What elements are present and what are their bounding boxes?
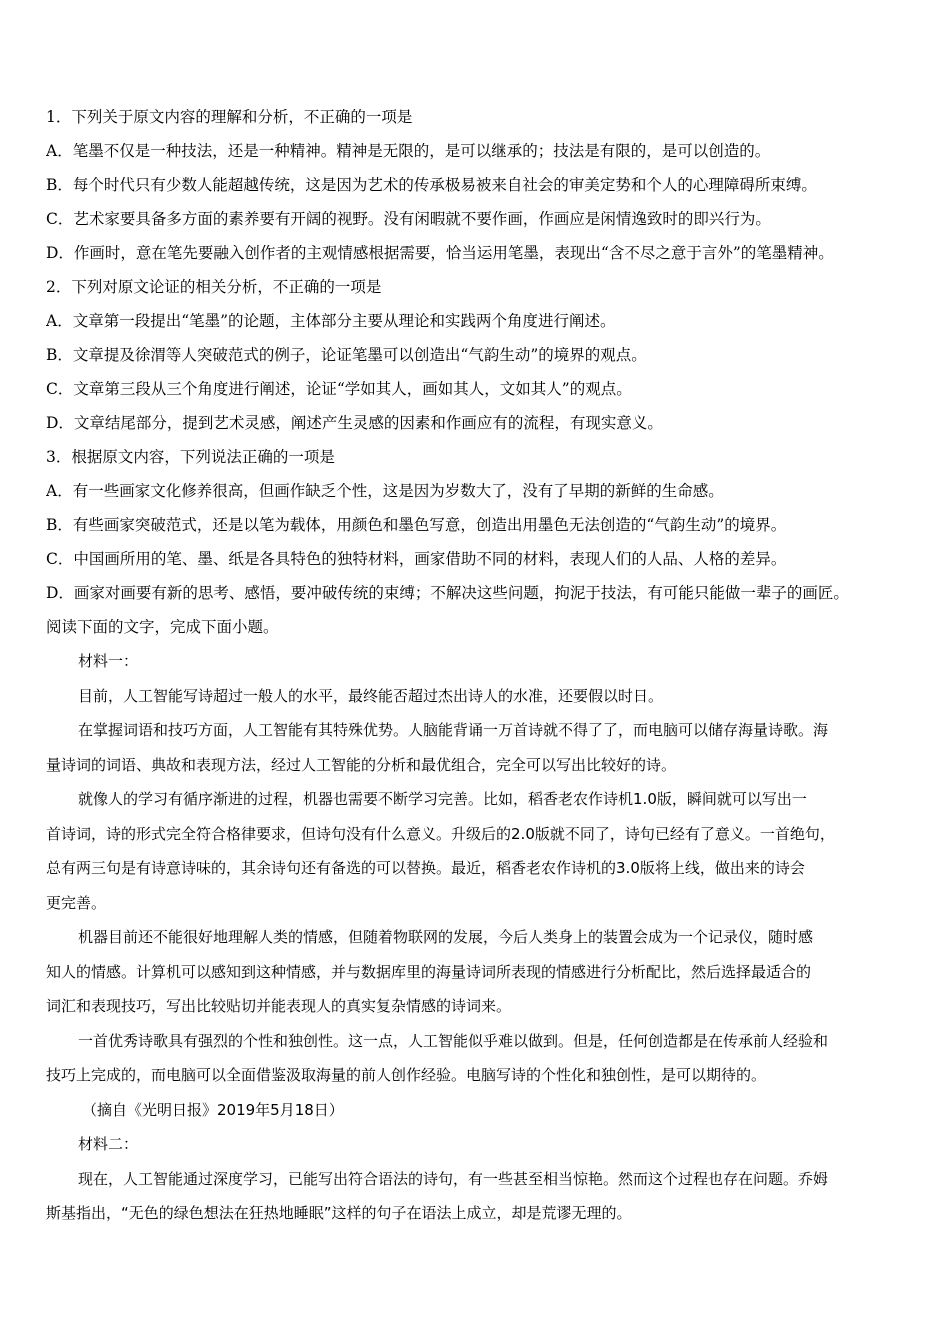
reading-material xyxy=(46,644,926,1231)
question-1-option-d: D．作画时，意在笔先要融入创作者的主观情感根据需要，恰当运用笔墨，表现出“含不尽之意于言外”的笔墨精神。 xyxy=(46,244,834,262)
question-3-option-b: B．有些画家突破范式，还是以笔为载体，用颜色和墨色写意，创造出用墨色无法创造的“气韵生动”的境界。 xyxy=(46,516,787,534)
question-3-option-a: A．有一些画家文化修养很高，但画作缺乏个性，这是因为岁数大了，没有了早期的新鲜的生命感。 xyxy=(46,482,724,500)
question-1-stem: 1．下列关于原文内容的理解和分析，不正确的一项是 xyxy=(46,108,413,126)
material-1-line: 在掌握词语和技巧方面，人工智能有其特殊优势。人脑能背诵一万首诗就不得了了，而电脑可以储存海量诗歌。海 xyxy=(78,721,829,739)
material-1-title: 材料一： xyxy=(78,652,139,670)
question-1-option-b: B．每个时代只有少数人能超越传统，这是因为艺术的传承极易被来自社会的审美定势和个人的心理障碍所束缚。 xyxy=(46,176,817,194)
question-2-option-a: A．文章第一段提出“笔墨”的论题，主体部分主要从理论和实践两个角度进行阐述。 xyxy=(46,312,616,330)
material-1-line: 首诗词，诗的形式完全符合格律要求，但诗句没有什么意义。升级后的2.0版就不同了，诗句已经有了意义。一首绝句， xyxy=(46,824,835,843)
reading-instruction: 阅读下面的文字，完成下面小题。 xyxy=(46,618,279,636)
question-3-option-c: C．中国画所用的笔、墨、纸是各具特色的独特材料，画家借助不同的材料，表现人们的人品、人格的差异。 xyxy=(46,550,787,568)
material-2-title: 材料二： xyxy=(78,1135,139,1153)
material-1-line: 更完善。 xyxy=(46,893,107,912)
material-1-line: 一首优秀诗歌具有强烈的个性和独创性。这一点，人工智能似乎难以做到。但是，任何创造都是在传承前人经验和 xyxy=(78,1031,829,1050)
question-3-stem: 3．根据原文内容，下列说法正确的一项是 xyxy=(46,448,335,466)
question-2-stem: 2．下列对原文论证的相关分析，不正确的一项是 xyxy=(46,278,382,296)
question-1-option-c: C．艺术家要具备多方面的素养要有开阔的视野。没有闲暇就不要作画，作画应是闲情逸致时的即兴行为。 xyxy=(46,210,771,228)
questions-section xyxy=(46,100,926,644)
material-2-line: 斯基指出，“无色的绿色想法在狂热地睡眠”这样的句子在语法上成立，却是荒谬无理的。 xyxy=(46,1204,632,1222)
material-1-line: 知人的情感。计算机可以感知到这种情感，并与数据库里的海量诗词所表现的情感进行分析配比，然后选择最适合的 xyxy=(46,962,812,981)
material-1-line: 量诗词的词语、典故和表现方法，经过人工智能的分析和最优组合，完全可以写出比较好的诗。 xyxy=(46,755,677,774)
material-1-line: 总有两三句是有诗意诗味的，其余诗句还有备选的可以替换。最近，稻香老农作诗机的3.0版将上线，做出来的诗会 xyxy=(46,859,805,877)
material-1-source: （摘自《光明日报》2019年5月18日） xyxy=(82,1100,344,1119)
material-1-line: 机器目前还不能很好地理解人类的情感，但随着物联网的发展，今后人类身上的装置会成为一个记录仪，随时感 xyxy=(78,928,814,946)
material-1-line: 就像人的学习有循序渐进的过程，机器也需要不断学习完善。比如，稻香老农作诗机1.0版，瞬间就可以写出一 xyxy=(78,790,807,808)
question-2-option-d: D．文章结尾部分，提到艺术灵感，阐述产生灵感的因素和作画应有的流程，有现实意义。 xyxy=(46,414,663,432)
question-1-option-a: A．笔墨不仅是一种技法，还是一种精神。精神是无限的，是可以继承的；技法是有限的，是可以创造的。 xyxy=(46,142,771,160)
question-2-option-c: C．文章第三段从三个角度进行阐述，论证“学如其人，画如其人，文如其人”的观点。 xyxy=(46,380,632,398)
material-2-line: 现在，人工智能通过深度学习，已能写出符合语法的诗句，有一些甚至相当惊艳。然而这个过程也存在问题。乔姆 xyxy=(78,1169,829,1188)
material-1-line: 技巧上完成的，而电脑可以全面借鉴汲取海量的前人创作经验。电脑写诗的个性化和独创性，是可以期待的。 xyxy=(46,1066,767,1084)
question-2-option-b: B．文章提及徐渭等人突破范式的例子，论证笔墨可以创造出“气韵生动”的境界的观点。 xyxy=(46,346,647,364)
material-1-line: 词汇和表现技巧，写出比较贴切并能表现人的真实复杂情感的诗词来。 xyxy=(46,997,512,1015)
material-1-line: 目前，人工智能写诗超过一般人的水平，最终能否超过杰出诗人的水准，还要假以时日。 xyxy=(78,686,664,705)
question-3-option-d: D．画家对画要有新的思考、感悟，要冲破传统的束缚；不解决这些问题，拘泥于技法，有可能只能做一辈子的画匠。 xyxy=(46,584,849,602)
